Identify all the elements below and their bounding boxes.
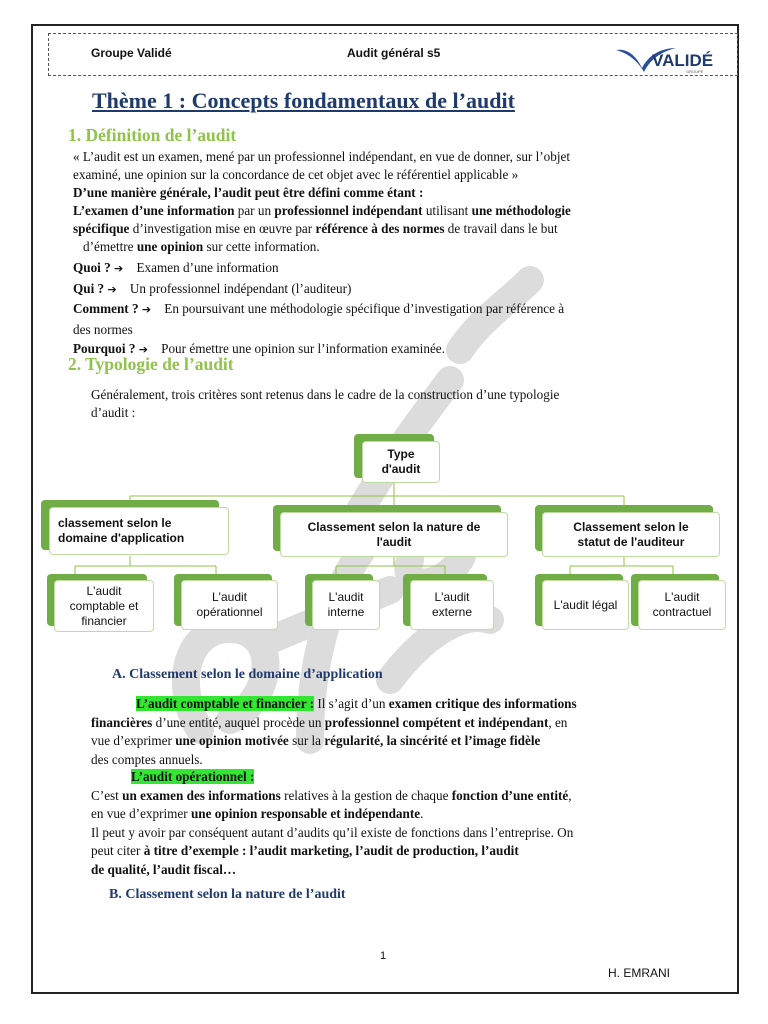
qa-item-qui bbox=[73, 279, 564, 300]
qa-answer: Examen d’une information bbox=[136, 260, 279, 275]
def-text-2: utilisant bbox=[422, 203, 472, 218]
para2-line-4 bbox=[91, 842, 573, 861]
header-course-name: Audit général s5 bbox=[347, 46, 441, 60]
p1-text: d’une entité, auquel procède un bbox=[152, 714, 325, 730]
arrow-right-icon: ➔ bbox=[114, 262, 124, 275]
p2-text: relatives à la gestion de chaque bbox=[280, 787, 452, 803]
quote-line-2: examiné, une opinion sur la concordance de cet objet avec le référentiel applicable » bbox=[73, 167, 519, 182]
p2-bold: une opinion responsable et indépendante bbox=[190, 806, 421, 821]
subsection-a-paragraph-1 bbox=[91, 695, 577, 769]
definition-line-2 bbox=[73, 220, 571, 238]
def-bold-6: une opinion bbox=[136, 239, 204, 254]
def-bold-2: professionnel indépendant bbox=[274, 203, 423, 218]
highlight-audit-operationnel: L’audit opérationnel : bbox=[131, 769, 255, 784]
diagram-root-node: Type d'audit bbox=[362, 441, 440, 483]
para2-highlight-line bbox=[91, 768, 573, 787]
section-1-heading: 1. Définition de l’audit bbox=[68, 125, 237, 145]
qa-label: Qui ? bbox=[73, 280, 105, 296]
intro-line-2: d’audit : bbox=[91, 405, 136, 420]
general-intro-text: D’une manière générale, l’audit peut être défini comme étant : bbox=[73, 185, 424, 200]
def-text-5: d’émettre bbox=[83, 239, 137, 254]
arrow-right-icon: ➔ bbox=[107, 282, 117, 296]
def-text-3: d’investigation mise en œuvre par bbox=[129, 221, 316, 236]
author-name: H. EMRANI bbox=[608, 966, 671, 980]
p1-text: , en bbox=[548, 714, 568, 730]
qa-label: Quoi ? bbox=[73, 260, 111, 275]
definition-quote bbox=[73, 148, 571, 256]
p1-text: vue d’exprimer bbox=[91, 733, 176, 748]
arrow-right-icon: ➔ bbox=[138, 343, 148, 356]
leaf-audit-interne: L'audit interne bbox=[312, 580, 380, 630]
p2-bold: fonction d’une entité bbox=[451, 787, 569, 803]
section-2-heading: 2. Typologie de l’audit bbox=[68, 354, 234, 374]
definition-line-3 bbox=[73, 238, 571, 256]
diagram-branch-domaine: classement selon le domaine d'application bbox=[49, 507, 229, 555]
p2-text: peut citer bbox=[91, 843, 144, 858]
subsection-a-paragraph-2 bbox=[91, 768, 573, 879]
qa-item-quoi bbox=[73, 258, 564, 279]
highlight-audit-comptable: L’audit comptable et financier : bbox=[136, 696, 315, 711]
qa-answer: En poursuivant une méthodologie spécifique d’investigation par référence à bbox=[164, 301, 565, 316]
p2-text: . bbox=[420, 806, 424, 821]
para1-line-1 bbox=[91, 695, 577, 714]
def-bold-4: spécifique bbox=[73, 221, 130, 236]
p2-bold: un examen des informations bbox=[122, 787, 281, 803]
logo-text: VALIDÉ bbox=[652, 51, 714, 70]
def-text-1: par un bbox=[234, 203, 275, 218]
leaf-audit-legal: L'audit légal bbox=[542, 580, 629, 630]
p1-text: sur la bbox=[288, 733, 325, 748]
p1-bold: régularité, la sincérité et l’image fidèle bbox=[324, 733, 541, 748]
leaf-audit-externe: L'audit externe bbox=[410, 580, 494, 630]
p1-bold: une opinion motivée bbox=[175, 733, 289, 748]
general-intro bbox=[73, 184, 571, 202]
qa-label: Comment ? bbox=[73, 301, 139, 316]
def-bold-5: référence à des normes bbox=[315, 221, 445, 236]
p1-bold: examen critique des informations bbox=[388, 696, 577, 711]
para2-line-5 bbox=[91, 861, 573, 880]
para2-line-2 bbox=[91, 805, 573, 824]
p2-text: C’est bbox=[91, 787, 123, 803]
def-text-6: sur cette information. bbox=[203, 239, 320, 254]
leaf-audit-comptable: L'audit comptable et financier bbox=[54, 580, 154, 632]
valide-logo bbox=[614, 46, 714, 74]
quote-line-1: « L’audit est un examen, mené par un professionnel indépendant, en vue de donner, sur l’objet bbox=[73, 149, 571, 164]
leaf-audit-operationnel: L'audit opérationnel bbox=[181, 580, 278, 630]
para2-line-1 bbox=[91, 787, 573, 806]
section-2-intro bbox=[91, 386, 559, 422]
para1-line-3 bbox=[91, 732, 577, 751]
p2-bold: à titre d’exemple : l’audit marketing, l’audit de production, l’audit bbox=[143, 843, 519, 858]
leaf-audit-contractuel: L'audit contractuel bbox=[638, 580, 726, 630]
subsection-b-heading: B. Classement selon la nature de l’audit bbox=[109, 887, 346, 902]
qa-item-comment bbox=[73, 299, 564, 320]
intro-line-1: Généralement, trois critères sont retenus dans le cadre de la construction d’une typologie bbox=[91, 387, 560, 402]
page-title: Thème 1 : Concepts fondamentaux de l’audit bbox=[92, 88, 515, 113]
header-group-name: Groupe Validé bbox=[91, 46, 172, 60]
def-bold-1: L’examen d’une information bbox=[73, 203, 235, 218]
logo-subtext: GROUPE bbox=[686, 69, 704, 74]
para2-line-3: Il peut y avoir par conséquent autant d’audits qu’il existe de fonctions dans l’entreprise. On bbox=[91, 824, 574, 840]
p2-bold: de qualité, l’audit fiscal… bbox=[91, 861, 237, 877]
subsection-a-heading: A. Classement selon le domaine d’application bbox=[112, 667, 383, 682]
qa-answer: Pour émettre une opinion sur l’information examinée. bbox=[161, 341, 445, 356]
p2-text: , bbox=[568, 787, 572, 803]
qa-list bbox=[73, 258, 564, 360]
qa-answer: Un professionnel indépendant (l’auditeur) bbox=[129, 280, 352, 296]
def-text-4: de travail dans le but bbox=[444, 221, 558, 236]
para1-line-4: des comptes annuels. bbox=[91, 751, 203, 767]
para1-line-2 bbox=[91, 714, 577, 733]
qa-label: Pourquoi ? bbox=[73, 341, 136, 356]
definition-line-1 bbox=[73, 202, 571, 220]
p1-bold: financières bbox=[91, 714, 153, 730]
qa-item-comment-continuation: des normes bbox=[73, 321, 133, 337]
p1-bold: professionnel compétent et indépendant bbox=[324, 714, 549, 730]
page-number: 1 bbox=[380, 950, 387, 962]
p1-text: Il s’agit d’un bbox=[314, 696, 389, 711]
diagram-branch-nature: Classement selon la nature de l'audit bbox=[280, 512, 508, 557]
p2-text: en vue d’exprimer bbox=[91, 806, 191, 821]
arrow-right-icon: ➔ bbox=[141, 303, 152, 316]
def-bold-3: une méthodologie bbox=[471, 203, 571, 218]
diagram-branch-statut: Classement selon le statut de l'auditeur bbox=[542, 512, 720, 557]
